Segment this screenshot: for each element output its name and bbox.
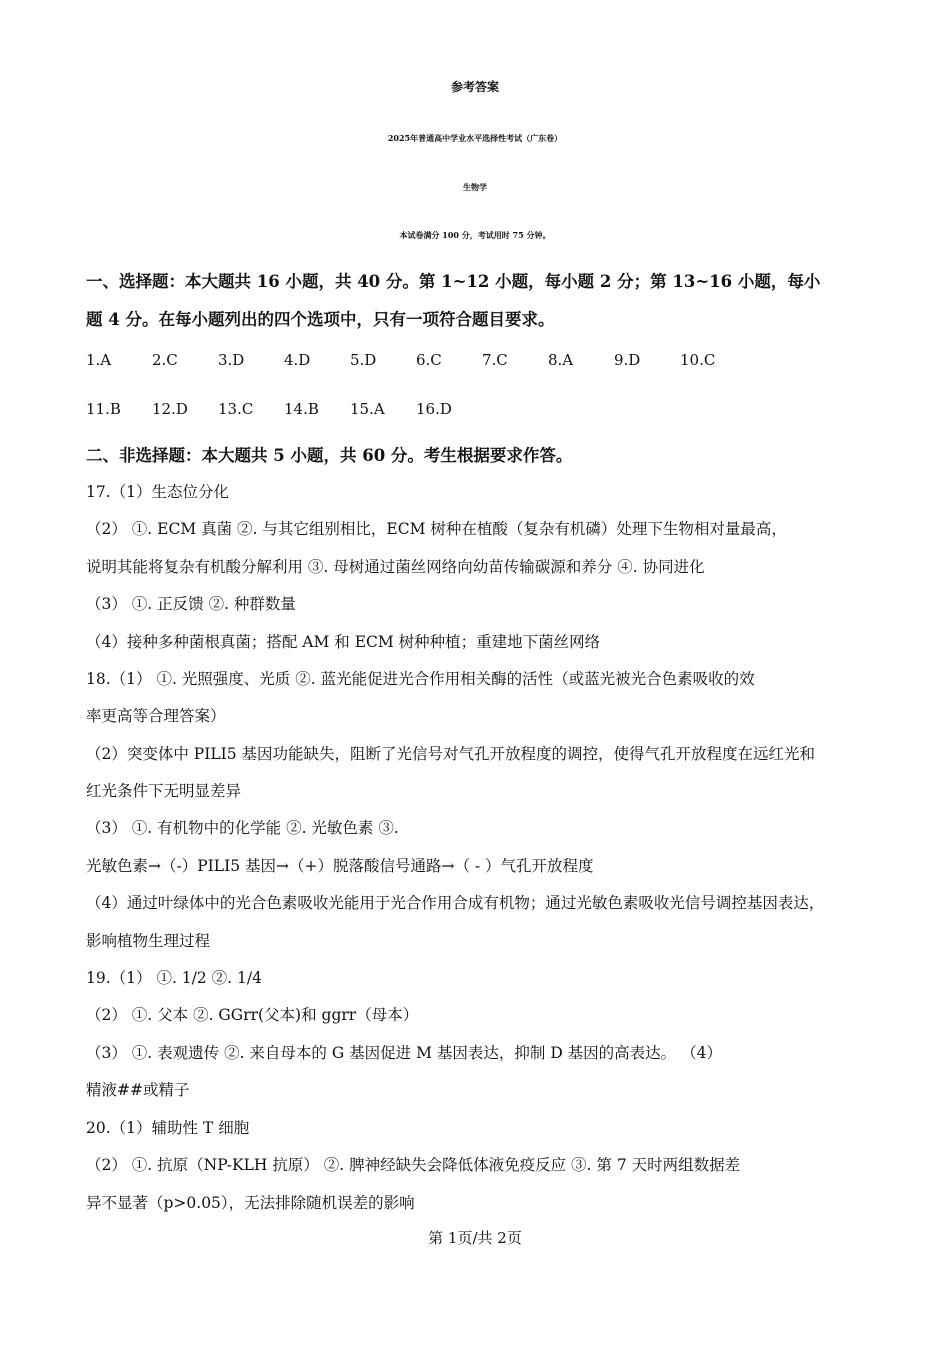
answer-line: 20.（1）辅助性 T 细胞 xyxy=(86,1119,250,1137)
answer-line: 影响植物生理过程 xyxy=(86,932,211,950)
answer-item: 3.D xyxy=(218,351,245,369)
answer-item: 6.C xyxy=(416,351,442,369)
answer-line: 18.（1） ①. 光照强度、光质 ②. 蓝光能促进光合作用相关酶的活性（或蓝光被光合色素吸收的效 xyxy=(86,670,755,688)
exam-title: 2025年普通高中学业水平选择性考试（广东卷） xyxy=(387,133,563,143)
answer-line: （2） ①. 父本 ②. GGrr(父本)和 ggrr（母本） xyxy=(86,1006,419,1024)
answer-item: 2.C xyxy=(152,351,178,369)
answer-line: 17.（1）生态位分化 xyxy=(86,483,230,501)
section2-heading: 二、非选择题：本大题共 5 小题，共 60 分。考生根据要求作答。 xyxy=(86,446,573,465)
answer-line: 率更高等合理答案） xyxy=(86,707,226,725)
answer-line: 异不显著（p>0.05），无法排除随机误差的影响 xyxy=(86,1194,415,1212)
answer-item: 14.B xyxy=(284,400,319,418)
answer-line: 红光条件下无明显差异 xyxy=(86,782,242,800)
answer-line: 说明其能将复杂有机酸分解利用 ③. 母树通过菌丝网络向幼苗传输碳源和养分 ④. 协同进化 xyxy=(86,558,705,576)
answer-item: 8.A xyxy=(548,351,574,369)
section1-heading-line2: 题 4 分。在每小题列出的四个选项中，只有一项符合题目要求。 xyxy=(86,310,555,329)
answer-line: 19.（1） ①. 1/2 ②. 1/4 xyxy=(86,969,262,987)
answer-item: 10.C xyxy=(680,351,716,369)
answer-item: 5.D xyxy=(350,351,377,369)
page-footer: 第 1页/共 2页 xyxy=(428,1229,522,1247)
answer-item: 15.A xyxy=(350,400,385,418)
answer-item: 11.B xyxy=(86,400,121,418)
page-title: 参考答案 xyxy=(450,80,499,94)
answer-item: 4.D xyxy=(284,351,311,369)
answer-item: 12.D xyxy=(152,400,188,418)
answer-item: 16.D xyxy=(416,400,452,418)
answer-line: （3） ①. 正反馈 ②. 种群数量 xyxy=(86,595,296,613)
answer-item: 7.C xyxy=(482,351,508,369)
answer-line: （2） ①. 抗原（NP-KLH 抗原） ②. 脾神经缺失会降低体液免疫反应 ③. 第 7 天时两组数据差 xyxy=(86,1156,741,1174)
subject-title: 生物学 xyxy=(463,182,487,192)
answer-line: 光敏色素→（-）PILI5 基因→（+）脱落酸信号通路→（ - ）气孔开放程度 xyxy=(86,857,594,875)
answer-item: 1.A xyxy=(86,351,112,369)
answer-line: （3） ①. 有机物中的化学能 ②. 光敏色素 ③. xyxy=(86,819,399,837)
answer-line: （2） ①. ECM 真菌 ②. 与其它组别相比，ECM 树种在植酸（复杂有机磷）处理下生物相对量最高， xyxy=(86,520,787,538)
answer-line: （4）接种多种菌根真菌；搭配 AM 和 ECM 树种种植；重建地下菌丝网络 xyxy=(86,633,601,651)
section1-heading-line1: 一、选择题：本大题共 16 小题，共 40 分。第 1~12 小题，每小题 2 分；第 13~16 小题，每小 xyxy=(86,272,821,291)
answer-line: （2）突变体中 PILI5 基因功能缺失，阻断了光信号对气孔开放程度的调控，使得气孔开放程度在远红光和 xyxy=(86,745,816,763)
answer-line: （4）通过叶绿体中的光合色素吸收光能用于光合作用合成有机物；通过光敏色素吸收光信号调控基因表达， xyxy=(86,894,825,912)
answer-item: 9.D xyxy=(614,351,641,369)
answer-item: 13.C xyxy=(218,400,254,418)
answer-line: 精液##或精子 xyxy=(86,1081,190,1099)
score-info: 本试卷满分 100 分，考试用时 75 分钟。 xyxy=(399,230,551,240)
answer-line: （3） ①. 表观遗传 ②. 来自母本的 G 基因促进 M 基因表达，抑制 D 基因的高表达。 （4） xyxy=(86,1044,722,1062)
